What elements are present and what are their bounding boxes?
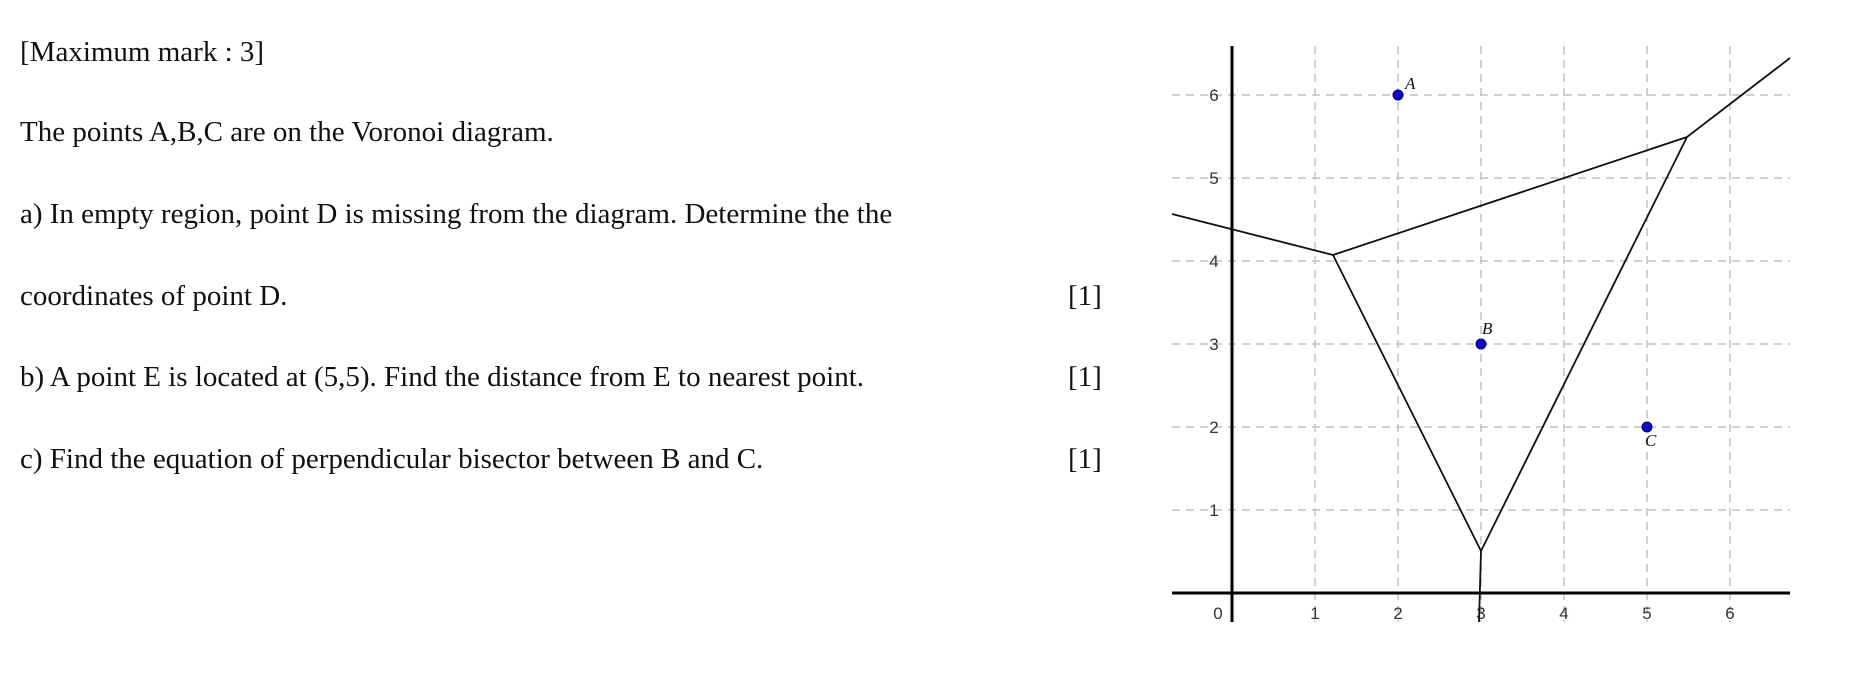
svg-text:3: 3 — [1476, 604, 1486, 623]
part-b-text: b) A point E is located at (5,5). Find the distance from E to nearest point. — [20, 361, 865, 393]
svg-text:1: 1 — [1310, 604, 1320, 623]
part-c-text: c) Find the equation of perpendicular bisector between B and C. — [20, 443, 764, 475]
svg-text:6: 6 — [1209, 86, 1219, 105]
svg-text:1: 1 — [1209, 501, 1219, 520]
edge-left — [1172, 214, 1333, 255]
max-mark: [Maximum mark : 3] — [20, 36, 265, 68]
svg-text:C: C — [1645, 431, 1657, 450]
edge-top-right — [1687, 58, 1790, 137]
point-a — [1393, 74, 1416, 100]
svg-text:4: 4 — [1209, 252, 1219, 271]
svg-text:0: 0 — [1213, 604, 1223, 623]
edge-top — [1333, 137, 1687, 255]
svg-text:B: B — [1482, 319, 1493, 338]
svg-text:6: 6 — [1725, 604, 1735, 623]
svg-text:3: 3 — [1209, 335, 1219, 354]
svg-text:A: A — [1405, 74, 1416, 93]
edge-left-diagonal — [1333, 255, 1481, 551]
part-b-mark: [1] — [1068, 361, 1102, 393]
point-c — [1642, 422, 1657, 450]
grid — [1172, 46, 1790, 622]
x-tick-labels — [1213, 604, 1734, 623]
intro-text: The points A,B,C are on the Voronoi diagram. — [20, 116, 554, 148]
part-a-line1: a) In empty region, point D is missing from the diagram. Determine the the — [20, 198, 893, 230]
svg-text:5: 5 — [1209, 169, 1219, 188]
svg-text:2: 2 — [1209, 418, 1219, 437]
point-b — [1476, 319, 1493, 349]
part-a-line2: coordinates of point D. — [20, 280, 288, 312]
part-c-mark: [1] — [1068, 443, 1102, 475]
svg-text:4: 4 — [1559, 604, 1569, 623]
svg-text:5: 5 — [1642, 604, 1652, 623]
part-a-mark: [1] — [1068, 280, 1102, 312]
y-tick-labels — [1209, 86, 1218, 520]
svg-text:2: 2 — [1393, 604, 1403, 623]
